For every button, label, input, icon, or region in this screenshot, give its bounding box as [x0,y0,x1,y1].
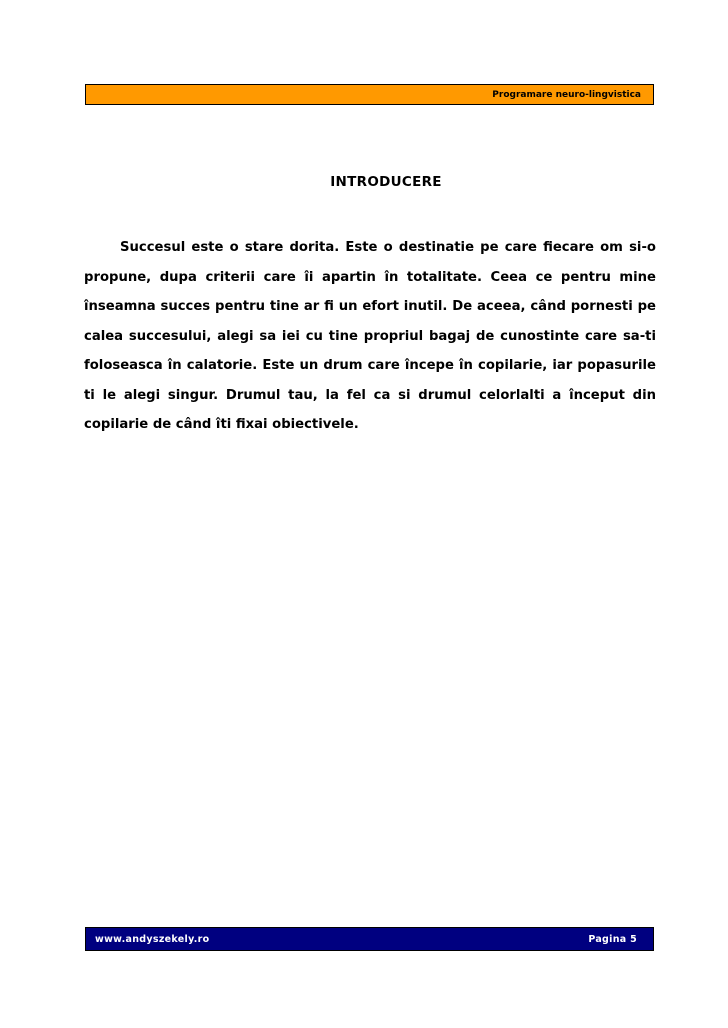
page-header-bar [85,84,654,105]
body-paragraph: Succesul este o stare dorita. Este o destinatie pe care fiecare om si-o propune, dupa criterii care îi apartin în totalitate. Ceea ce pentru mine înseamna succes pentru tine ar fi un efort inutil. De aceea, când pornesti pe calea succesului, alegi sa iei cu tine propriul bagaj de cunostinte care sa-ti foloseasca în calatorie. Este un drum care începe în copilarie, iar popasurile ti le alegi singur. Drumul tau, la fel ca si drumul celorlalti a început din copilarie de când îti fixai obiectivele. [84,240,656,432]
header-title: Programare neuro-lingvistica [492,90,641,100]
page-footer-bar [85,927,654,951]
footer-website-url: www.andyszekely.ro [95,934,210,945]
section-heading: INTRODUCERE [330,174,442,190]
footer-page-number: Pagina 5 [588,934,637,945]
